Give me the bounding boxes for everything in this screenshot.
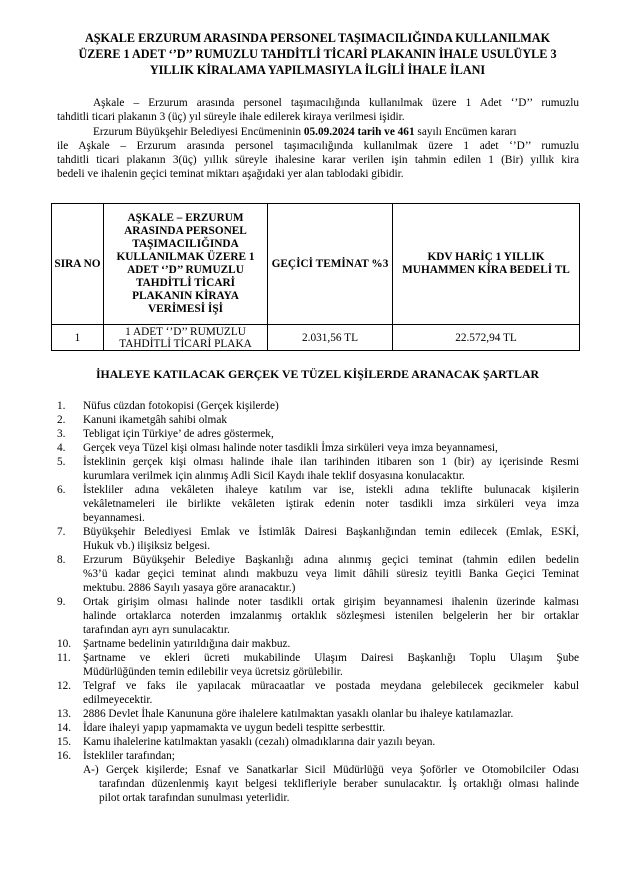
condition-line: tarafından ayrı ayrı sunulacaktır. (83, 624, 230, 636)
condition-number: 15. (57, 736, 72, 748)
intro-p2-text-c: sayılı Encümen kararı (414, 126, 517, 138)
intro-p2-line-3: tahditli ticari plakanın 3(üç) yıllık süreyle ihalesine karar verilen işin tahmin edilen 1 (Bir) yıllık kira (57, 154, 579, 166)
condition-line: Hukuk vb.) ilişiksiz belgesi. (83, 540, 211, 552)
condition-line: İstekliler tarafından; (83, 750, 175, 762)
intro-p1-line-1: Aşkale – Erzurum arasında personel taşımacılığında kullanılmak üzere 1 Adet ‘’D’’ rumuzlu (93, 97, 579, 109)
condition-item (57, 637, 579, 651)
header-kira-bedeli: KDV HARİÇ 1 YILLIK MUHAMMEN KİRA BEDELİ TL (393, 204, 580, 325)
document-title (40, 30, 595, 78)
condition-line: Kanuni ikametgâh sahibi olmak (83, 414, 228, 426)
condition-number: 11. (57, 652, 71, 664)
condition-number: 9. (57, 596, 66, 608)
condition-number: 10. (57, 638, 72, 650)
intro-p1-line-2: tahditli ticari plakanın 3 (üç) yıl süreyle ihale edilerek kiraya verilmesi işidir. (57, 111, 405, 123)
header-gecici-teminat: GEÇİCİ TEMİNAT %3 (268, 204, 393, 325)
sub-item-line: pilot ortak tarafından sunulması yeterlidir. (99, 792, 290, 804)
condition-item (57, 679, 579, 707)
condition-line: Tebligat için Türkiye’ de adres göstermek, (83, 428, 274, 440)
condition-number: 12. (57, 680, 72, 692)
cell-sira-no: 1 (52, 325, 104, 351)
intro-paragraph-1 (57, 96, 579, 124)
condition-item (57, 441, 579, 455)
table-row (52, 325, 580, 351)
condition-item (57, 427, 579, 441)
condition-number: 3. (57, 428, 66, 440)
header-sira-no: SIRA NO (52, 204, 104, 325)
condition-number: 16. (57, 750, 72, 762)
condition-line: Büyükşehir Belediyesi Emlak ve İstimlâk Dairesi Başkanlığından temin edilecek (Emlak, ESKİ, (83, 526, 579, 538)
header-is-tanimi: AŞKALE – ERZURUM ARASINDA PERSONEL TAŞIMACILIĞINDA KULLANILMAK ÜZERE 1 ADET ‘’D’’ RUMUZLU TAHDİTLİ TİCARİ PLAKANIN KİRAYA VERİMESİ İŞİ (104, 204, 268, 325)
condition-line: Erzurum Büyükşehir Belediye Başkanlığı adına alınmış geçici teminat (tahmin edilen bedelin (83, 554, 579, 566)
table-header-row (52, 204, 580, 325)
condition-line: vekâletnameleri ile birlikte vekâleten iştirak edenin noter tasdikli imza sirküleri veya imza (83, 498, 579, 510)
condition-line: Şartname ve ekleri ücreti mukabilinde Ulaşım Dairesi Başkanlığı Toplu Ulaşım Şube (83, 652, 579, 664)
condition-line: İdare ihaleyi yapıp yapmamakta ve uygun bedeli tespitte serbesttir. (83, 722, 386, 734)
condition-line: kurumlara verilmek için alınmış Adli Sicil Kaydı ihale teklif dosyasına konulacaktır. (83, 470, 465, 482)
intro-p2-line-4: bedeli ve ihalenin geçici teminat miktarı aşağıdaki yer alan tablodaki gibidir. (57, 168, 404, 180)
condition-line: Ortak girişim olması halinde noter tasdikli ortak girişim beyannamesi ihalenin üzerinde kalması (83, 596, 579, 608)
condition-item (57, 651, 579, 679)
condition-item (57, 749, 579, 805)
condition-item (57, 455, 579, 483)
condition-line: İstekliler adına vekâleten ihaleye katılım var ise, istekli adına teklifte bulunacak kişilerin (83, 484, 579, 496)
condition-number: 2. (57, 414, 66, 426)
condition-item (57, 595, 579, 637)
condition-item (57, 413, 579, 427)
condition-line: %3’ü kadar geçici teminat alındı makbuzu veya limit dâhili süresiz teyitli Banka Geçici Teminat (83, 568, 579, 580)
sub-item-line: A-) Gerçek kişilerde; Esnaf ve Sanatkarlar Sicil Müdürlüğü veya Şoförler ve Otomobilciler Odası (83, 764, 579, 776)
condition-line: Müdürlüğünden temin edilebilir veya ücretsiz görülebilir. (83, 666, 343, 678)
title-line-1: AŞKALE ERZURUM ARASINDA PERSONEL TAŞIMACILIĞINDA KULLANILMAK (84, 31, 551, 45)
condition-item (57, 553, 579, 595)
condition-number: 14. (57, 722, 72, 734)
intro-p2-line-1 (57, 125, 579, 139)
condition-item (57, 707, 579, 721)
intro-p2-line-2: ile Aşkale – Erzurum arasında personel taşımacılığında kullanılmak üzere 1 adet ‘’D’’ rumuzlu (57, 140, 579, 152)
condition-line: beyannamesi. (83, 512, 145, 524)
condition-number: 4. (57, 442, 66, 454)
intro-paragraph-2 (57, 125, 579, 181)
tender-table (51, 203, 580, 351)
condition-line: Nüfus cüzdan fotokopisi (Gerçek kişilerde) (83, 400, 279, 412)
condition-line: Şartname bedelinin yatırıldığına dair makbuz. (83, 638, 291, 650)
condition-number: 6. (57, 484, 66, 496)
condition-item (57, 399, 579, 413)
conditions-list (57, 399, 579, 805)
condition-line: 2886 Devlet İhale Kanununa göre ihalelere katılmaktan yasaklı olanlar bu ihaleye katılamazlar. (83, 708, 514, 720)
condition-number: 5. (57, 456, 66, 468)
condition-line: Gerçek veya Tüzel kişi olması halinde noter tasdikli İmza sirküleri veya imza beyannamesi, (83, 442, 498, 454)
condition-line: edilmeyecektir. (83, 694, 153, 706)
condition-number: 1. (57, 400, 66, 412)
condition-line: mektubu. 2886 Sayılı yasaya göre aranacaktır.) (83, 582, 296, 594)
decision-date-number: 05.09.2024 tarih ve 461 (303, 126, 415, 138)
title-line-2: ÜZERE 1 ADET ‘’D’’ RUMUZLU TAHDİTLİ TİCARİ PLAKANIN İHALE USULÜYLE 3 (78, 47, 557, 61)
condition-item (57, 721, 579, 735)
condition-line: Kamu ihalelerine katılmaktan yasaklı (cezalı) olmadıklarına dair yazılı beyan. (83, 736, 436, 748)
condition-item (57, 735, 579, 749)
cell-is-tanimi: 1 ADET ‘’D’’ RUMUZLU TAHDİTLİ TİCARİ PLAKA (104, 325, 268, 351)
condition-item (57, 483, 579, 525)
condition-line: İsteklinin gerçek kişi olması halinde ihale ilan tarihinden itibaren son 1 (bir) ay içerisinde Resmi (83, 456, 579, 468)
condition-number: 13. (57, 708, 72, 720)
condition-line: halinde ortaklarca noterden imzalanmış ortaklık sözleşmesi istenilen belgelerin her bir ortaklar (83, 610, 579, 622)
title-line-3: YILLIK KİRALAMA YAPILMASIYLA İLGİLİ İHALE İLANI (149, 63, 486, 77)
sub-item-line: tarafından düzenlenmiş kayıt belgesi teklifleriyle beraber sunulacaktır. İş ortaklığı olması halinde (99, 778, 579, 790)
condition-item (57, 525, 579, 553)
conditions-section-title: İHALEYE KATILACAK GERÇEK VE TÜZEL KİŞİLERDE ARANACAK ŞARTLAR (95, 367, 540, 381)
condition-line: Telgraf ve faks ile yapılacak müracaatlar ve postada meydana gelebilecek gecikmeler kabul (83, 680, 579, 692)
cell-kira-bedeli: 22.572,94 TL (393, 325, 580, 351)
intro-p2-text-a: Erzurum Büyükşehir Belediyesi Encümeninin (93, 126, 304, 138)
condition-number: 8. (57, 554, 66, 566)
condition-number: 7. (57, 526, 66, 538)
cell-gecici-teminat: 2.031,56 TL (268, 325, 393, 351)
